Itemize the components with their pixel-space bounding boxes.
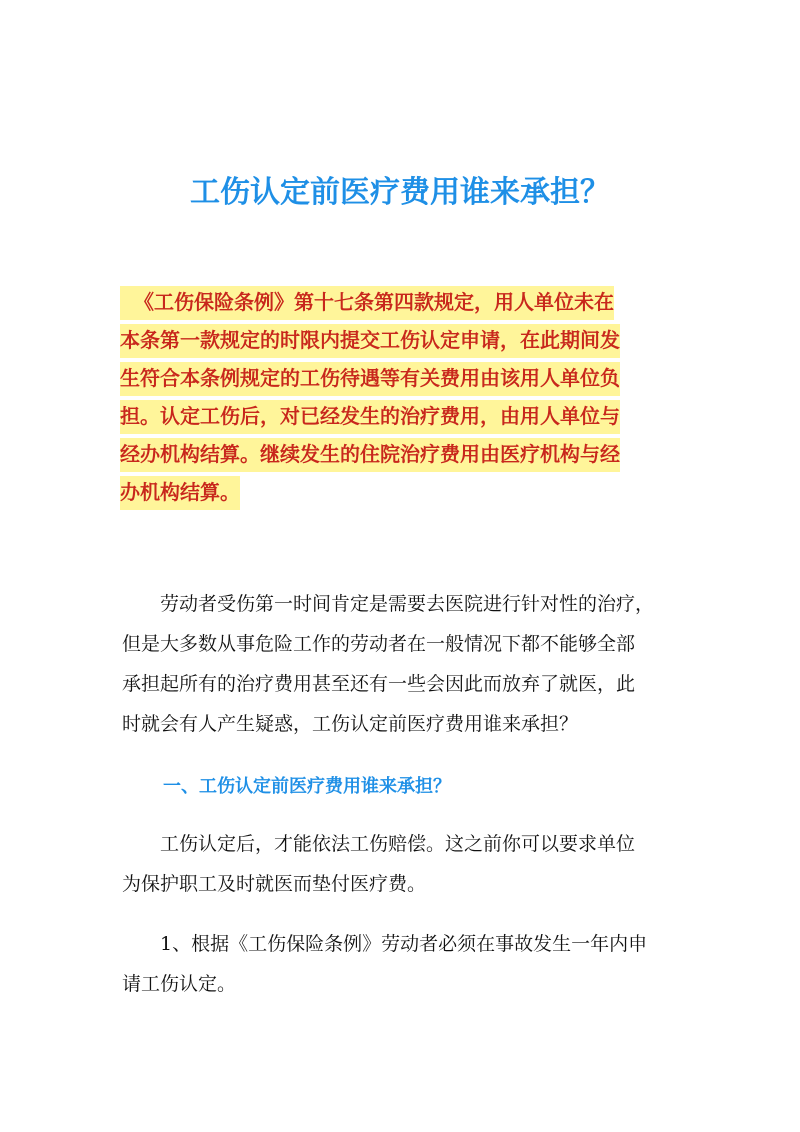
quote-line: 本条第一款规定的时限内提交工伤认定申请，在此期间发 (120, 321, 680, 359)
paragraph-after-recognition (122, 824, 682, 904)
paragraph-point-1 (122, 924, 682, 1004)
quote-line: 生符合本条例规定的工伤待遇等有关费用由该用人单位负 (120, 359, 680, 397)
quote-line: 办机构结算。 (120, 473, 680, 511)
paragraph-line: 但是大多数从事危险工作的劳动者在一般情况下都不能够全部 (122, 633, 636, 655)
paragraph-line: 为保护职工及时就医而垫付医疗费。 (122, 873, 427, 895)
quote-line: 《工伤保险条例》第十七条第四款规定，用人单位未在 (120, 283, 680, 321)
paragraph-line: 时就会有人产生疑惑，工伤认定前医疗费用谁来承担？ (122, 713, 579, 735)
paragraph-line: 工伤认定后，才能依法工伤赔偿。这之前你可以要求单位 (122, 833, 636, 855)
paragraph-line: 1、根据《工伤保险条例》劳动者必须在事故发生一年内申 (122, 933, 648, 955)
page-title: 工伤认定前医疗费用谁来承担？ (190, 175, 610, 210)
highlighted-quote (120, 283, 680, 511)
paragraph-intro (122, 584, 682, 744)
quote-line: 担。认定工伤后，对已经发生的治疗费用，由用人单位与 (120, 397, 680, 435)
quote-line: 经办机构结算。继续发生的住院治疗费用由医疗机构与经 (120, 435, 680, 473)
paragraph-line: 承担起所有的治疗费用甚至还有一些会因此而放弃了就医，此 (122, 673, 636, 695)
paragraph-line: 请工伤认定。 (122, 973, 237, 995)
section-heading: 一、工伤认定前医疗费用谁来承担？ (163, 776, 451, 797)
paragraph-line: 劳动者受伤第一时间肯定是需要去医院进行针对性的治疗， (122, 593, 655, 615)
